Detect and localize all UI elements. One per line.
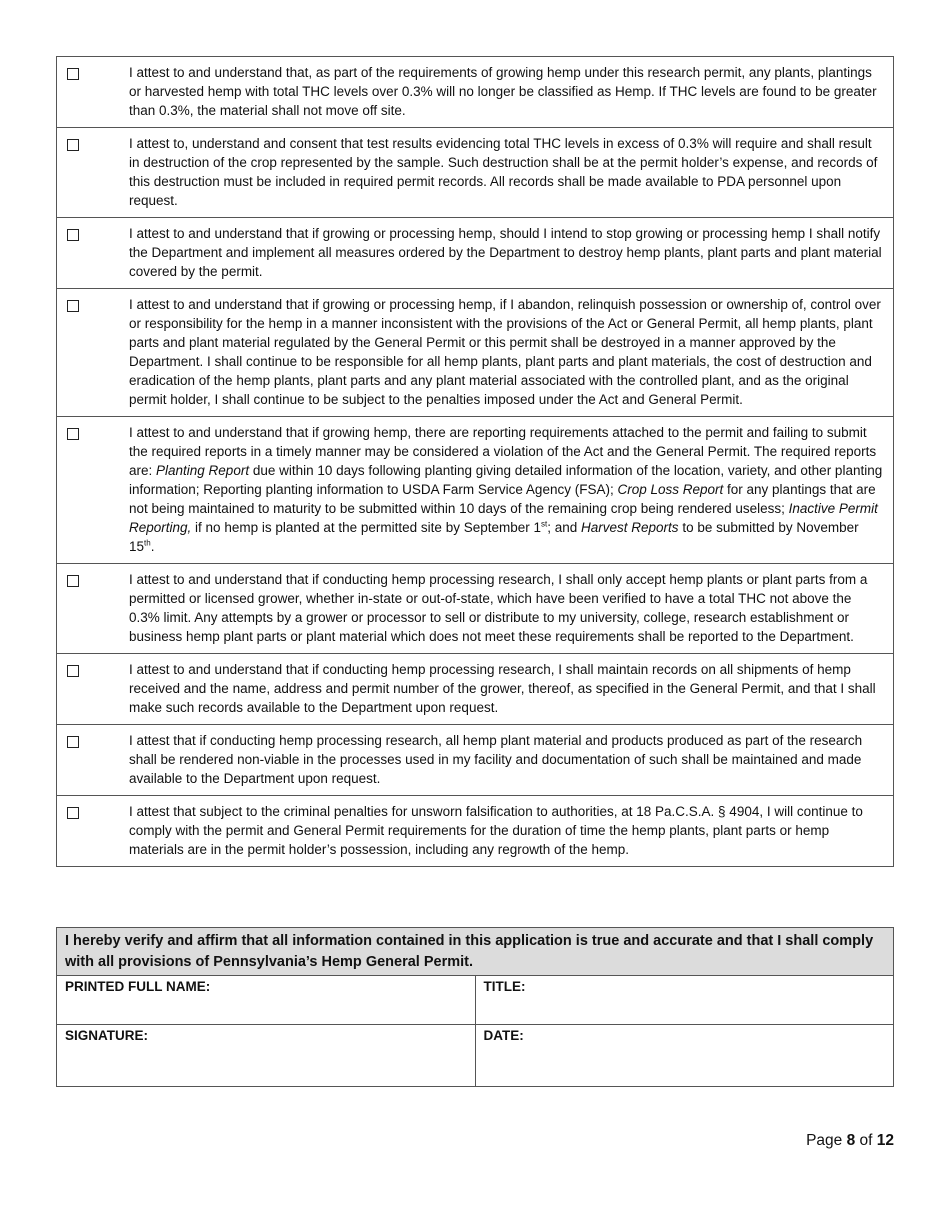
attestation-text: I attest to and understand that, as part of the requirements of growing hemp under this research permit, any plants, plantings or harvested hemp with total THC levels over 0.3% will no longer be classified as Hemp. If THC levels are found to be greater than 0.3%, the material shall not move off site. (125, 57, 894, 128)
page-number: Page 8 of 12 (806, 1132, 894, 1149)
verification-table (56, 927, 894, 1087)
verification-statement: I hereby verify and affirm that all information contained in this application is true and accurate and that I shall comply with all provisions of Pennsylvania’s Hemp General Permit. (57, 928, 894, 976)
checkbox-attest-7[interactable] (67, 665, 79, 677)
signature-input[interactable] (65, 1047, 454, 1064)
checkbox-attest-5[interactable] (67, 428, 79, 440)
date-cell[interactable] (475, 1025, 894, 1087)
attestation-row (57, 128, 894, 218)
title-input[interactable] (484, 998, 873, 1015)
attestation-text: I attest to and understand that if growing or processing hemp, if I abandon, relinquish possession or ownership of, control over or responsibility for the hemp in a manner inconsistent with the provisions of the Act or General Permit, all hemp plants, plant parts and plant material regulated by the General Permit or this permit shall be destroyed in a manner approved by the Department. I shall continue to be responsible for all hemp plants, plant parts and plant materials, the cost of destruction and eradication of the hemp plants, plant parts and any plant material associated with the controlled plant, and as the original permit holder, I shall continue to be subject to the penalties imposed under the Act and General Permit. (125, 289, 894, 417)
signature-label: SIGNATURE: (65, 1028, 148, 1043)
signature-cell[interactable] (57, 1025, 476, 1087)
checkbox-attest-1[interactable] (67, 68, 79, 80)
checkbox-attest-4[interactable] (67, 300, 79, 312)
title-label: TITLE: (483, 979, 526, 994)
attestation-row (57, 289, 894, 417)
attestation-text-reports: I attest to and understand that if growing hemp, there are reporting requirements attached to the permit and failing to submit the required reports in a timely manner may be considered a violation of the Act and the General Permit. The required reports are: Planting Report due within 10 days following planting giving detailed information of the location, variety, and other planting information; Reporting planting information to USDA Farm Service Agency (FSA); Crop Loss Report for any plantings that are not being maintained to maturity to be submitted within 10 days of the remaining crop being rendered useless; Inactive Permit Reporting, if no hemp is planted at the permitted site by September 1st; and Harvest Reports to be submitted by November 15th. (125, 417, 894, 564)
attestation-text: I attest to and understand that if growing or processing hemp, should I intend to stop growing or processing hemp I shall notify the Department and implement all measures ordered by the Department to destroy hemp plants, plant parts and plant material covered by the permit. (125, 218, 894, 289)
attestation-row (57, 417, 894, 564)
attestation-text: I attest to and understand that if conducting hemp processing research, I shall only accept hemp plants or plant parts from a permitted or licensed grower, whether in-state or out-of-state, which have been verified to have a total THC not above the 0.3% limit. Any attempts by a grower or processor to sell or distribute to my university, college, research establishment or business hemp plant parts or plant material which does not meet these requirements shall be reported to the Department. (125, 564, 894, 654)
printed-name-label: PRINTED FULL NAME: (65, 979, 211, 994)
date-input[interactable] (484, 1047, 873, 1064)
attestation-row (57, 796, 894, 867)
printed-name-input[interactable] (65, 998, 454, 1015)
attestation-text: I attest that if conducting hemp processing research, all hemp plant material and products produced as part of the research shall be rendered non-viable in the processes used in my facility and documentation of such shall be maintained and made available to the Department upon request. (125, 725, 894, 796)
attestation-row (57, 654, 894, 725)
attestation-table (56, 56, 894, 867)
attestation-row (57, 725, 894, 796)
attestation-text: I attest to and understand that if conducting hemp processing research, I shall maintain records on all shipments of hemp received and the name, address and permit number of the grower, thereof, as specified in the General Permit, and that I shall make such records available to the Department upon request. (125, 654, 894, 725)
attestation-row (57, 57, 894, 128)
checkbox-attest-6[interactable] (67, 575, 79, 587)
checkbox-attest-9[interactable] (67, 807, 79, 819)
attestation-text: I attest that subject to the criminal penalties for unsworn falsification to authorities, at 18 Pa.C.S.A. § 4904, I will continue to comply with the permit and General Permit requirements for the duration of time the hemp plants, plant parts or hemp materials are in the permit holder’s possession, including any regrowth of the hemp. (125, 796, 894, 867)
checkbox-attest-8[interactable] (67, 736, 79, 748)
printed-name-cell[interactable] (57, 976, 476, 1025)
attestation-row (57, 218, 894, 289)
attestation-text: I attest to, understand and consent that test results evidencing total THC levels in excess of 0.3% will require and shall result in destruction of the crop represented by the sample. Such destruction shall be at the permit holder’s expense, and records of this destruction must be included in required permit records. All records shall be made available to PDA personnel upon request. (125, 128, 894, 218)
checkbox-attest-2[interactable] (67, 139, 79, 151)
attestation-row (57, 564, 894, 654)
checkbox-attest-3[interactable] (67, 229, 79, 241)
date-label: DATE: (483, 1028, 524, 1043)
title-cell[interactable] (475, 976, 894, 1025)
